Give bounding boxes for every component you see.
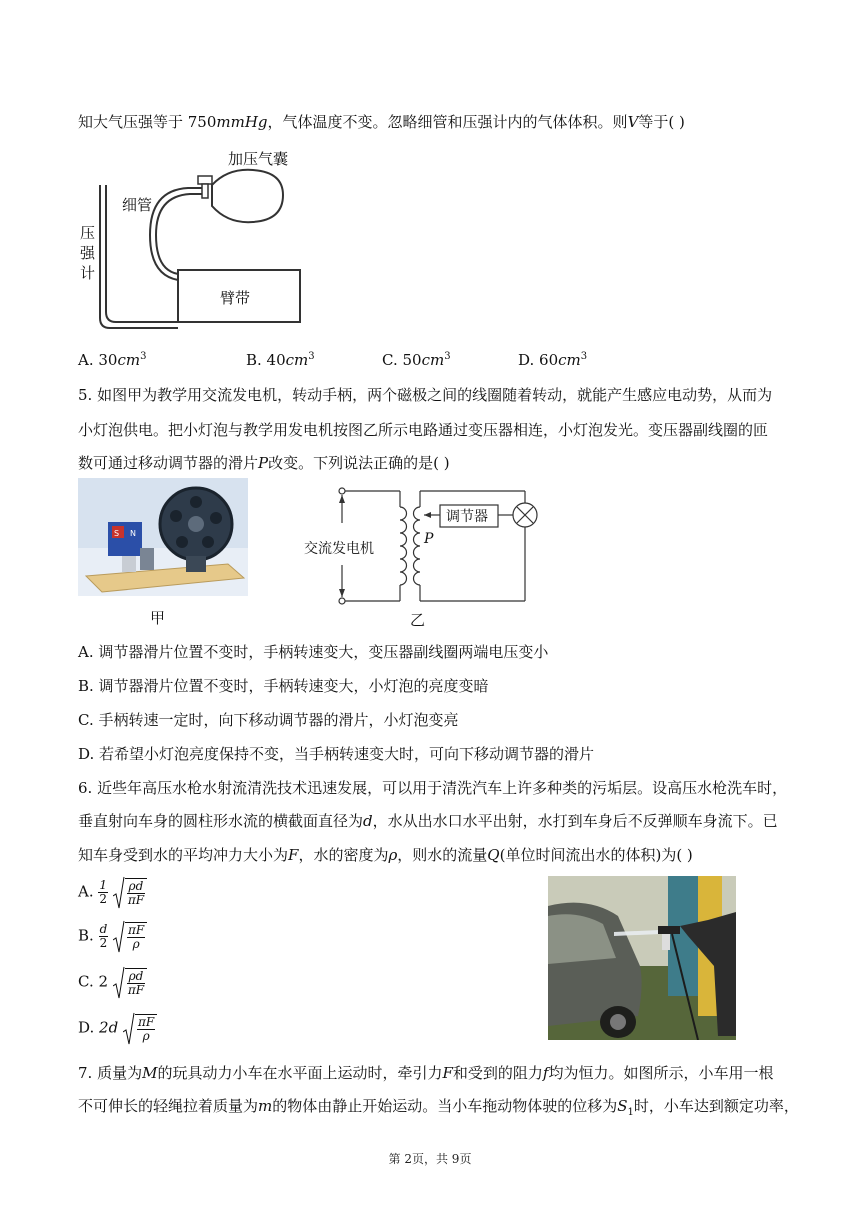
q5-stem-line-1: 5. 如图甲为教学用交流发电机，转动手柄，两个磁极之间的线圈随着转动，就能产生感应电动势，从而为 [78, 386, 773, 404]
q5-option-a[interactable]: A. 调节器滑片位置不变时，手柄转速变大，变压器副线圈两端电压变小 [78, 643, 549, 661]
label-tube: 细管 [122, 196, 153, 214]
label-bag: 加压气囊 [228, 150, 289, 168]
q6-stem-line-2: 垂直射向车身的圆柱形水流的横截面直径为d，水从出水口水平出射，水打到车身后不反弹顺车身流下。已 [78, 812, 778, 830]
q5-stem-line-2: 小灯泡供电。把小灯泡与教学用发电机按图乙所示电路通过变压器相连，小灯泡发光。变压器副线圈的匝 [78, 421, 769, 439]
q5-option-c[interactable]: C. 手柄转速一定时，向下移动调节器的滑片，小灯泡变亮 [78, 711, 459, 729]
q4-stem-line: 知大气压强等于 750mmHg，气体温度不变。忽略细管和压强计内的气体体积。则V等于( ) [78, 113, 685, 131]
svg-text:N: N [130, 529, 136, 538]
q7-stem-line-2: 不可伸长的轻绳拉着质量为m的物体由静止开始运动。当小车拖动物体驶的位移为$S_1$时，小车达到额定功率， [78, 1097, 799, 1118]
q6-option-a[interactable]: A. $\frac{1}{2}$ $\frac{\rho d}{\pi F}$ [78, 878, 147, 907]
generator-photo [78, 478, 248, 596]
circuit-diagram [300, 483, 550, 608]
q6-stem-line-3: 知车身受到水的平均冲力大小为F，水的密度为ρ，则水的流量Q(单位时间流出水的体积)为( ) [78, 846, 693, 864]
q6-option-c[interactable]: C. 2 $\frac{\rho d}{\pi F}$ [78, 968, 147, 997]
q5-option-d[interactable]: D. 若希望小灯泡亮度保持不变，当手柄转速变大时，可向下移动调节器的滑片 [78, 745, 595, 763]
q4-pressure-figure [78, 140, 308, 335]
q4-option-c[interactable]: C. $50cm^3$ [382, 351, 451, 369]
label-gauge-3: 计 [80, 264, 96, 282]
q4-option-b[interactable]: B. $40cm^3$ [246, 351, 315, 369]
q6-stem-line-1: 6. 近些年高压水枪水射流清洗技术迅速发展，可以用于清洗汽车上许多种类的污垢层。设高压水枪洗车时， [78, 779, 788, 797]
slider-p-label: P [424, 531, 434, 547]
q6-option-d[interactable]: D. 2d $\frac{\pi F}{\rho}$ [78, 1014, 157, 1043]
q7-stem-line-1: 7. 质量为M的玩具动力小车在水平面上运动时，牵引力F和受到的阻力f均为恒力。如图所示，小车用一根 [78, 1064, 774, 1082]
fig-yi-label: 乙 [410, 611, 426, 629]
svg-text:S: S [114, 529, 120, 538]
fig-jia-label: 甲 [150, 609, 166, 627]
label-gauge-2: 强 [80, 244, 96, 262]
label-cuff: 臂带 [220, 289, 251, 307]
regulator-label: 调节器 [446, 509, 488, 525]
car-wash-photo [548, 876, 736, 1040]
q4-option-d[interactable]: D. $60cm^3$ [518, 351, 588, 369]
q4-option-a[interactable]: A. $30cm^3$ [78, 351, 147, 369]
q6-option-b[interactable]: B. $\frac{d}{2}$ $\frac{\pi F}{\rho}$ [78, 922, 147, 951]
q5-option-b[interactable]: B. 调节器滑片位置不变时，手柄转速变大，小灯泡的亮度变暗 [78, 677, 489, 695]
generator-label: 交流发电机 [304, 541, 374, 557]
label-gauge-1: 压 [80, 224, 96, 242]
page-footer: 第 2页，共 9页 [388, 1152, 472, 1166]
q5-stem-line-3: 数可通过移动调节器的滑片P改变。下列说法正确的是( ) [78, 454, 450, 472]
